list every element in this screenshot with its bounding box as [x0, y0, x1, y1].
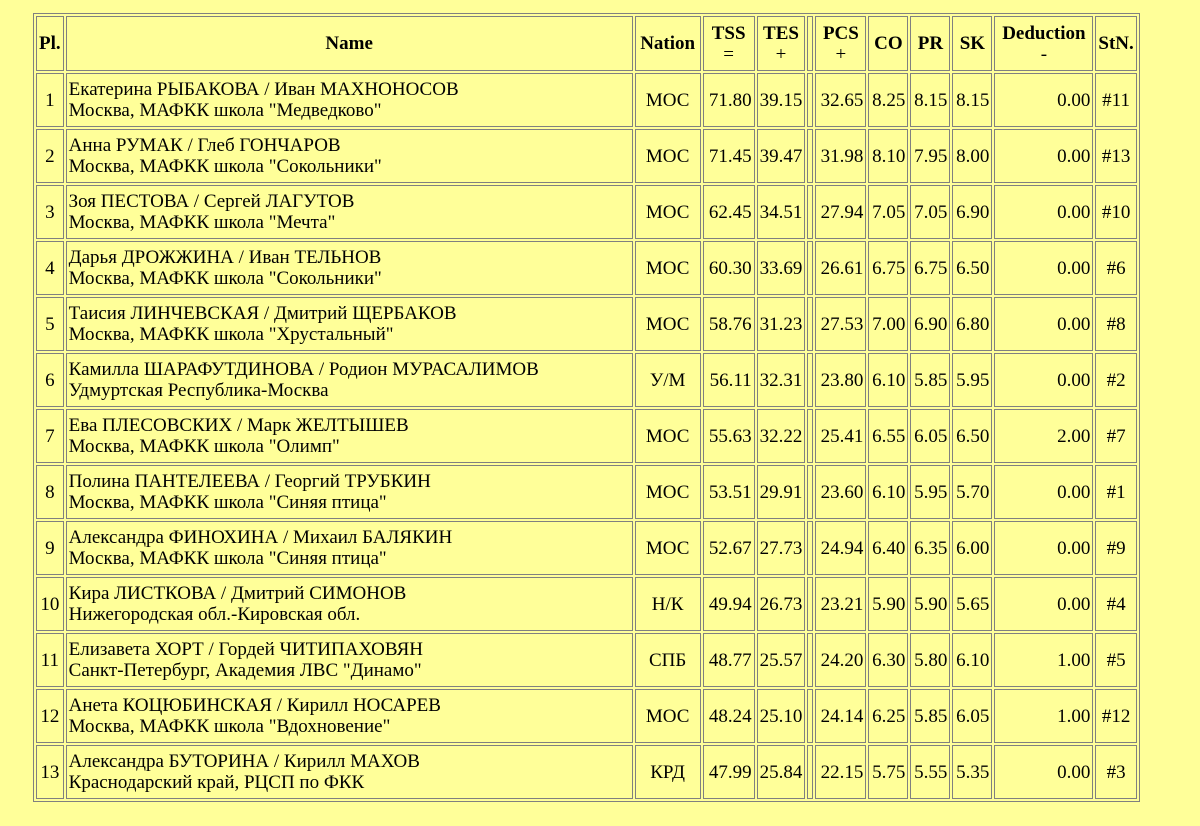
tss-label: TSS: [711, 22, 746, 44]
deduction-cell: 2.00: [994, 409, 1093, 463]
nation-cell: КРД: [635, 745, 701, 799]
table-row: [36, 185, 1137, 239]
club-name: Москва, МАФКК школа "Сокольники": [68, 268, 382, 289]
nation-cell: МОС: [635, 465, 701, 519]
pr-cell: 5.85: [910, 353, 950, 407]
place-cell: 5: [36, 297, 64, 351]
table-row: [36, 745, 1137, 799]
pcs-cell: 23.21: [815, 577, 866, 631]
tss-cell: 48.24: [703, 689, 755, 743]
tes-cell: 29.91: [757, 465, 806, 519]
col-place-header: Pl.: [36, 16, 64, 71]
pr-cell: 6.90: [910, 297, 950, 351]
club-name: Москва, МАФКК школа "Сокольники": [68, 156, 382, 177]
deduction-cell: 0.00: [994, 185, 1093, 239]
co-cell: 8.25: [868, 73, 908, 127]
club-name: Санкт-Петербург, Академия ЛВС "Динамо": [68, 660, 422, 681]
tss-cell: 62.45: [703, 185, 755, 239]
start-number-cell: #1: [1095, 465, 1136, 519]
tes-cell: 25.84: [757, 745, 806, 799]
place-cell: 4: [36, 241, 64, 295]
skater-names: Дарья ДРОЖЖИНА / Иван ТЕЛЬНОВ: [68, 247, 382, 268]
tes-cell: 31.23: [757, 297, 806, 351]
skater-name-cell: [66, 521, 633, 575]
spacer-cell: [807, 129, 813, 183]
pcs-cell: 27.94: [815, 185, 866, 239]
tss-cell: 60.30: [703, 241, 755, 295]
col-co-header: CO: [868, 16, 908, 71]
tss-symbol: =: [723, 43, 734, 65]
pr-cell: 7.05: [910, 185, 950, 239]
co-cell: 6.10: [868, 465, 908, 519]
tes-cell: 32.31: [757, 353, 806, 407]
tss-cell: 53.51: [703, 465, 755, 519]
sk-cell: 8.00: [952, 129, 992, 183]
tss-cell: 71.80: [703, 73, 755, 127]
tss-cell: 55.63: [703, 409, 755, 463]
tes-cell: 25.57: [757, 633, 806, 687]
start-number-cell: #10: [1095, 185, 1136, 239]
pcs-cell: 23.60: [815, 465, 866, 519]
club-name: Москва, МАФКК школа "Синяя птица": [68, 548, 387, 569]
nation-cell: МОС: [635, 409, 701, 463]
deduction-cell: 0.00: [994, 73, 1093, 127]
spacer-header: [807, 16, 813, 71]
co-cell: 6.30: [868, 633, 908, 687]
place-cell: 7: [36, 409, 64, 463]
pcs-cell: 32.65: [815, 73, 866, 127]
spacer-cell: [807, 633, 813, 687]
co-cell: 6.75: [868, 241, 908, 295]
col-name-header: Name: [66, 16, 633, 71]
nation-cell: МОС: [635, 241, 701, 295]
place-cell: 10: [36, 577, 64, 631]
spacer-cell: [807, 73, 813, 127]
skater-names: Зоя ПЕСТОВА / Сергей ЛАГУТОВ: [68, 191, 355, 212]
skater-names: Анета КОЦЮБИНСКАЯ / Кирилл НОСАРЕВ: [68, 695, 441, 716]
tes-cell: 39.15: [757, 73, 806, 127]
start-number-cell: #6: [1095, 241, 1136, 295]
skater-name-cell: [66, 185, 633, 239]
skater-name-cell: [66, 129, 633, 183]
place-cell: 8: [36, 465, 64, 519]
pcs-cell: 24.94: [815, 521, 866, 575]
club-name: Краснодарский край, РЦСП по ФКК: [68, 772, 365, 793]
skater-names: Екатерина РЫБАКОВА / Иван МАХНОНОСОВ: [68, 79, 459, 100]
co-cell: 6.40: [868, 521, 908, 575]
tss-cell: 48.77: [703, 633, 755, 687]
tes-cell: 39.47: [757, 129, 806, 183]
club-name: Нижегородская обл.-Кировская обл.: [68, 604, 361, 625]
skater-names: Елизавета ХОРТ / Гордей ЧИТИПАХОВЯН: [68, 639, 424, 660]
pr-cell: 6.05: [910, 409, 950, 463]
pr-cell: 6.75: [910, 241, 950, 295]
deduction-cell: 0.00: [994, 241, 1093, 295]
col-sk-header: SK: [952, 16, 992, 71]
table-row: [36, 465, 1137, 519]
deduction-cell: 1.00: [994, 689, 1093, 743]
sk-cell: 6.80: [952, 297, 992, 351]
skater-name-cell: [66, 73, 633, 127]
deduction-cell: 0.00: [994, 129, 1093, 183]
co-cell: 6.55: [868, 409, 908, 463]
co-cell: 5.90: [868, 577, 908, 631]
start-number-cell: #7: [1095, 409, 1136, 463]
tes-cell: 27.73: [757, 521, 806, 575]
start-number-cell: #13: [1095, 129, 1136, 183]
sk-cell: 6.50: [952, 409, 992, 463]
start-number-cell: #12: [1095, 689, 1136, 743]
tes-cell: 33.69: [757, 241, 806, 295]
spacer-cell: [807, 241, 813, 295]
skater-names: Анна РУМАК / Глеб ГОНЧАРОВ: [68, 135, 341, 156]
club-name: Москва, МАФКК школа "Хрустальный": [68, 324, 394, 345]
co-cell: 5.75: [868, 745, 908, 799]
skater-name-cell: [66, 297, 633, 351]
skater-name-cell: [66, 353, 633, 407]
co-cell: 7.00: [868, 297, 908, 351]
col-tss-header: [703, 16, 755, 71]
co-cell: 8.10: [868, 129, 908, 183]
tes-cell: 32.22: [757, 409, 806, 463]
sk-cell: 5.65: [952, 577, 992, 631]
deduction-cell: 0.00: [994, 353, 1093, 407]
skater-name-cell: [66, 633, 633, 687]
pr-cell: 5.85: [910, 689, 950, 743]
place-cell: 13: [36, 745, 64, 799]
table-row: [36, 297, 1137, 351]
skater-name-cell: [66, 241, 633, 295]
spacer-cell: [807, 185, 813, 239]
tss-cell: 49.94: [703, 577, 755, 631]
nation-cell: Н/К: [635, 577, 701, 631]
skater-name-cell: [66, 745, 633, 799]
pcs-cell: 25.41: [815, 409, 866, 463]
sk-cell: 5.35: [952, 745, 992, 799]
deduction-symbol: -: [1040, 43, 1048, 65]
table-row: [36, 73, 1137, 127]
tes-label: TES: [763, 22, 799, 44]
table-row: [36, 129, 1137, 183]
skater-names: Кира ЛИСТКОВА / Дмитрий СИМОНОВ: [68, 583, 407, 604]
col-tes-header: [757, 16, 806, 71]
start-number-cell: #4: [1095, 577, 1136, 631]
tss-cell: 71.45: [703, 129, 755, 183]
pcs-symbol: +: [835, 43, 847, 65]
club-name: Москва, МАФКК школа "Олимп": [68, 436, 340, 457]
col-pcs-header: [815, 16, 866, 71]
col-nation-header: Nation: [635, 16, 701, 71]
tes-cell: 34.51: [757, 185, 806, 239]
sk-cell: 5.70: [952, 465, 992, 519]
deduction-cell: 0.00: [994, 745, 1093, 799]
sk-cell: 5.95: [952, 353, 992, 407]
skater-names: Полина ПАНТЕЛЕЕВА / Георгий ТРУБКИН: [68, 471, 431, 492]
nation-cell: МОС: [635, 129, 701, 183]
deduction-cell: 0.00: [994, 297, 1093, 351]
tes-symbol: +: [775, 43, 787, 65]
skater-names: Александра ФИНОХИНА / Михаил БАЛЯКИН: [68, 527, 453, 548]
results-table: [33, 13, 1140, 802]
deduction-cell: 0.00: [994, 521, 1093, 575]
pr-cell: 8.15: [910, 73, 950, 127]
start-number-cell: #2: [1095, 353, 1136, 407]
tss-cell: 52.67: [703, 521, 755, 575]
club-name: Москва, МАФКК школа "Медведково": [68, 100, 382, 121]
pcs-cell: 24.20: [815, 633, 866, 687]
spacer-cell: [807, 745, 813, 799]
pcs-cell: 26.61: [815, 241, 866, 295]
tes-cell: 26.73: [757, 577, 806, 631]
table-row: [36, 633, 1137, 687]
results-body: [36, 73, 1137, 799]
sk-cell: 6.10: [952, 633, 992, 687]
col-start-number-header: StN.: [1095, 16, 1136, 71]
skater-name-cell: [66, 577, 633, 631]
skater-name-cell: [66, 465, 633, 519]
nation-cell: У/М: [635, 353, 701, 407]
header-row: [36, 16, 1137, 71]
start-number-cell: #3: [1095, 745, 1136, 799]
tss-cell: 56.11: [703, 353, 755, 407]
tss-cell: 58.76: [703, 297, 755, 351]
pr-cell: 6.35: [910, 521, 950, 575]
skater-name-cell: [66, 409, 633, 463]
spacer-cell: [807, 689, 813, 743]
nation-cell: МОС: [635, 297, 701, 351]
table-row: [36, 689, 1137, 743]
pr-cell: 7.95: [910, 129, 950, 183]
tes-cell: 25.10: [757, 689, 806, 743]
place-cell: 1: [36, 73, 64, 127]
sk-cell: 8.15: [952, 73, 992, 127]
skater-names: Ева ПЛЕСОВСКИХ / Марк ЖЕЛТЫШЕВ: [68, 415, 409, 436]
table-row: [36, 353, 1137, 407]
skater-names: Александра БУТОРИНА / Кирилл МАХОВ: [68, 751, 420, 772]
sk-cell: 6.50: [952, 241, 992, 295]
club-name: Москва, МАФКК школа "Мечта": [68, 212, 336, 233]
club-name: Удмуртская Республика-Москва: [68, 380, 329, 401]
skater-names: Камилла ШАРАФУТДИНОВА / Родион МУРАСАЛИМОВ: [68, 359, 539, 380]
pcs-cell: 31.98: [815, 129, 866, 183]
deduction-cell: 1.00: [994, 633, 1093, 687]
pr-cell: 5.80: [910, 633, 950, 687]
spacer-cell: [807, 465, 813, 519]
sk-cell: 6.90: [952, 185, 992, 239]
sk-cell: 6.00: [952, 521, 992, 575]
place-cell: 6: [36, 353, 64, 407]
place-cell: 3: [36, 185, 64, 239]
spacer-cell: [807, 353, 813, 407]
pr-cell: 5.55: [910, 745, 950, 799]
nation-cell: СПБ: [635, 633, 701, 687]
place-cell: 9: [36, 521, 64, 575]
table-row: [36, 577, 1137, 631]
spacer-cell: [807, 297, 813, 351]
co-cell: 6.25: [868, 689, 908, 743]
sk-cell: 6.05: [952, 689, 992, 743]
table-row: [36, 521, 1137, 575]
start-number-cell: #5: [1095, 633, 1136, 687]
deduction-cell: 0.00: [994, 577, 1093, 631]
place-cell: 11: [36, 633, 64, 687]
skater-name-cell: [66, 689, 633, 743]
col-deduction-header: [994, 16, 1093, 71]
nation-cell: МОС: [635, 73, 701, 127]
pcs-cell: 27.53: [815, 297, 866, 351]
nation-cell: МОС: [635, 521, 701, 575]
start-number-cell: #9: [1095, 521, 1136, 575]
pcs-cell: 22.15: [815, 745, 866, 799]
club-name: Москва, МАФКК школа "Вдохновение": [68, 716, 391, 737]
place-cell: 12: [36, 689, 64, 743]
nation-cell: МОС: [635, 185, 701, 239]
table-row: [36, 409, 1137, 463]
skater-names: Таисия ЛИНЧЕВСКАЯ / Дмитрий ЩЕРБАКОВ: [68, 303, 457, 324]
spacer-cell: [807, 409, 813, 463]
pr-cell: 5.95: [910, 465, 950, 519]
pr-cell: 5.90: [910, 577, 950, 631]
club-name: Москва, МАФКК школа "Синяя птица": [68, 492, 387, 513]
table-row: [36, 241, 1137, 295]
start-number-cell: #11: [1095, 73, 1136, 127]
co-cell: 7.05: [868, 185, 908, 239]
deduction-label: Deduction: [1002, 22, 1086, 44]
pcs-label: PCS: [822, 22, 859, 44]
start-number-cell: #8: [1095, 297, 1136, 351]
pcs-cell: 23.80: [815, 353, 866, 407]
place-cell: 2: [36, 129, 64, 183]
spacer-cell: [807, 521, 813, 575]
pcs-cell: 24.14: [815, 689, 866, 743]
tss-cell: 47.99: [703, 745, 755, 799]
spacer-cell: [807, 577, 813, 631]
col-pr-header: PR: [910, 16, 950, 71]
co-cell: 6.10: [868, 353, 908, 407]
nation-cell: МОС: [635, 689, 701, 743]
deduction-cell: 0.00: [994, 465, 1093, 519]
